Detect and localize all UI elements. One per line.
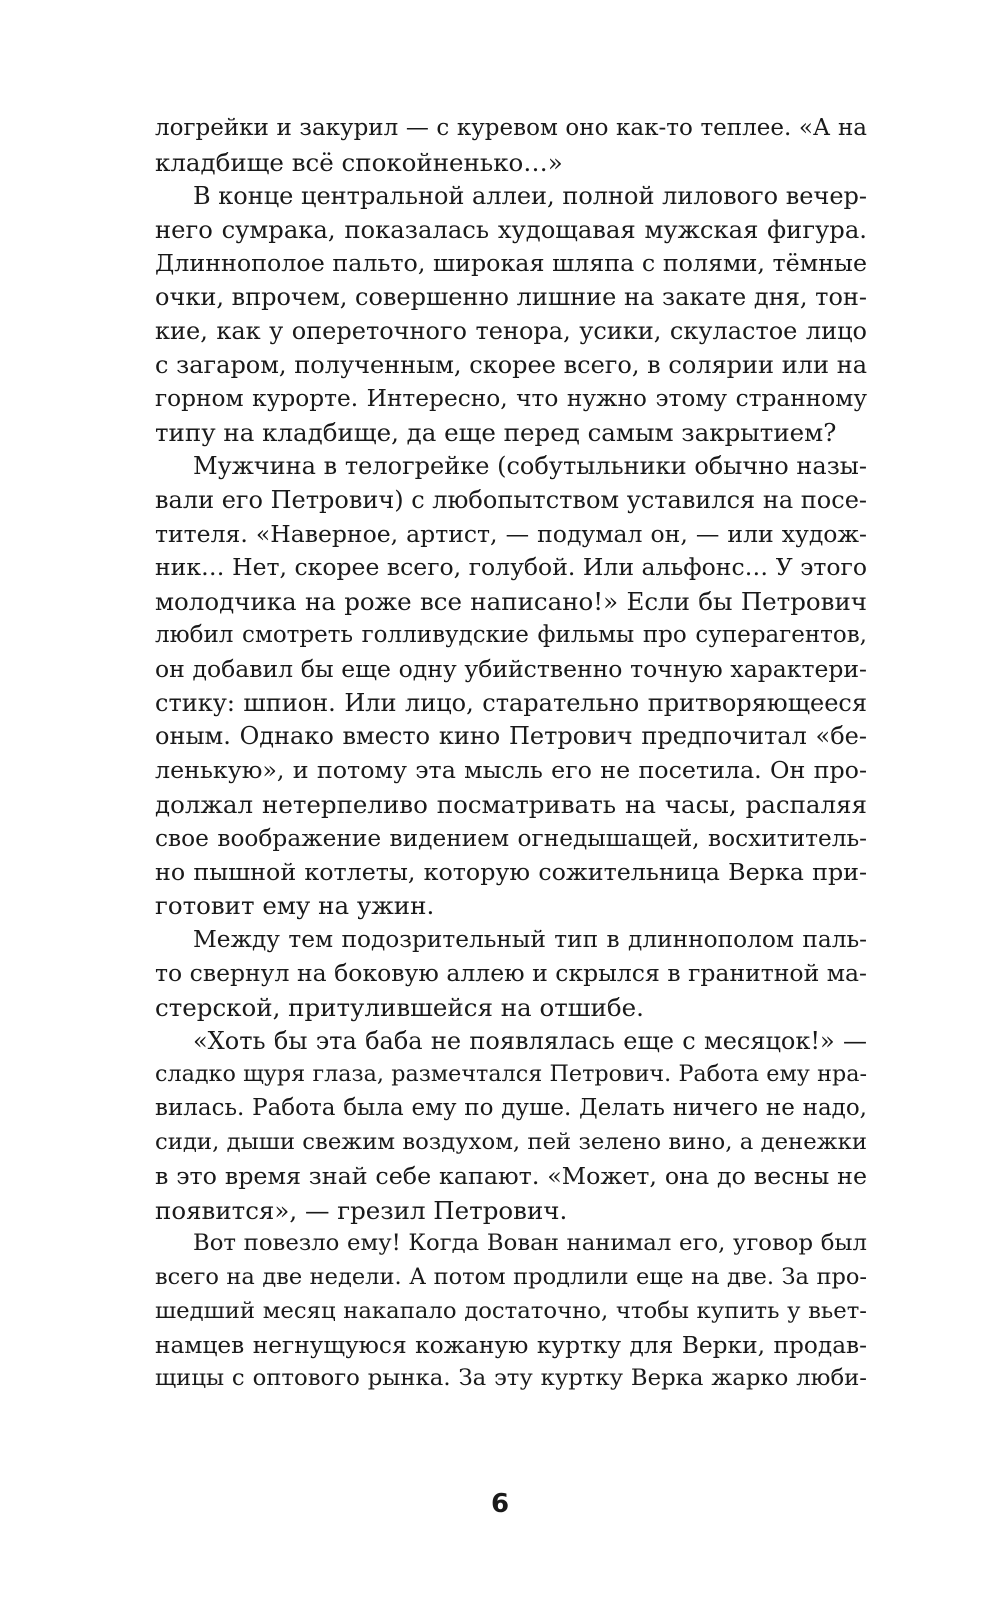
- text-line: очки, впрочем, совершенно лишние на закате дня, тон-: [155, 282, 867, 311]
- text-line: намцев негнущуюся кожаную куртку для Верки, продав-: [155, 1331, 867, 1359]
- text-line: него сумрака, показалась худощавая мужская фигура.: [155, 215, 867, 245]
- text-line: свое воображение видением огнедышащей, восхититель-: [155, 824, 867, 852]
- text-line: шедший месяц накапало достаточно, чтобы купить у вьет-: [155, 1297, 867, 1324]
- text-line: типу на кладбище, да еще перед самым закрытием?: [155, 418, 837, 448]
- text-line: кие, как у опереточного тенора, усики, скуластое лицо: [155, 316, 867, 345]
- text-line: с загаром, полученным, скорее всего, в солярии или на: [155, 350, 867, 379]
- text-line: кладбище всё спокойненько…»: [155, 147, 563, 177]
- text-line: В конце центральной аллеи, полной лилового вечер-: [193, 181, 867, 210]
- text-line: всего на две недели. А потом продлили еще на две. За про-: [155, 1264, 867, 1291]
- text-line: ленькую», и потому эта мысль его не посетила. Он про-: [155, 756, 867, 785]
- text-line: Между тем подозрительный тип в длиннополом паль-: [193, 926, 867, 954]
- text-line: появится», — грезил Петрович.: [155, 1195, 568, 1225]
- text-line: но пышной котлеты, которую сожительница Верка при-: [155, 857, 867, 886]
- text-line: любил смотреть голливудские фильмы про суперагентов,: [155, 621, 867, 648]
- text-line: в это время знай себе капают. «Может, она до весны не: [155, 1161, 867, 1190]
- body-text: [155, 112, 867, 1396]
- text-line: стерской, притулившейся на отшибе.: [155, 992, 644, 1022]
- text-line: логрейки и закурил — с куревом оно как-то теплее. «А на: [155, 115, 867, 141]
- text-line: вали его Петрович) с любопытством уставился на посе-: [155, 485, 867, 514]
- text-line: должал нетерпеливо посматривать на часы, распаляя: [155, 789, 867, 819]
- text-line: готовит ему на ужин.: [155, 891, 435, 921]
- text-line: молодчика на роже все написано!» Если бы Петрович: [155, 587, 867, 617]
- text-line: «Хоть бы эта баба не появлялась еще с месяцок!» —: [193, 1026, 867, 1055]
- text-line: Вот повезло ему! Когда Вован нанимал его, уговор был: [193, 1230, 867, 1257]
- text-line: стику: шпион. Или лицо, старательно притворяющееся: [155, 688, 867, 717]
- text-line: щицы с оптового рынка. За эту куртку Верка жарко люби-: [155, 1365, 867, 1392]
- text-line: тителя. «Наверное, артист, — подумал он, — или худож-: [155, 519, 867, 548]
- text-line: Мужчина в телогрейке (собутыльники обычно назы-: [193, 451, 867, 480]
- text-line: сладко щуря глаза, размечтался Петрович. Работа ему нра-: [155, 1061, 867, 1088]
- text-line: он добавил бы еще одну убийственно точную характери-: [155, 654, 867, 683]
- text-line: ник… Нет, скорее всего, голубой. Или альфонс… У этого: [155, 553, 867, 582]
- text-line: оным. Однако вместо кино Петрович предпочитал «бе-: [155, 722, 867, 751]
- text-line: горном курорте. Интересно, что нужно этому странному: [155, 385, 867, 413]
- text-line: то свернул на боковую аллею и скрылся в гранитной ма-: [155, 958, 867, 987]
- text-line: Длиннополое пальто, широкая шляпа с полями, тёмные: [155, 249, 867, 278]
- page-number: 6: [490, 1489, 510, 1519]
- text-line: вилась. Работа была ему по душе. Делать ничего не надо,: [155, 1095, 867, 1122]
- text-line: сиди, дыши свежим воздухом, пей зелено вино, а денежки: [155, 1128, 867, 1155]
